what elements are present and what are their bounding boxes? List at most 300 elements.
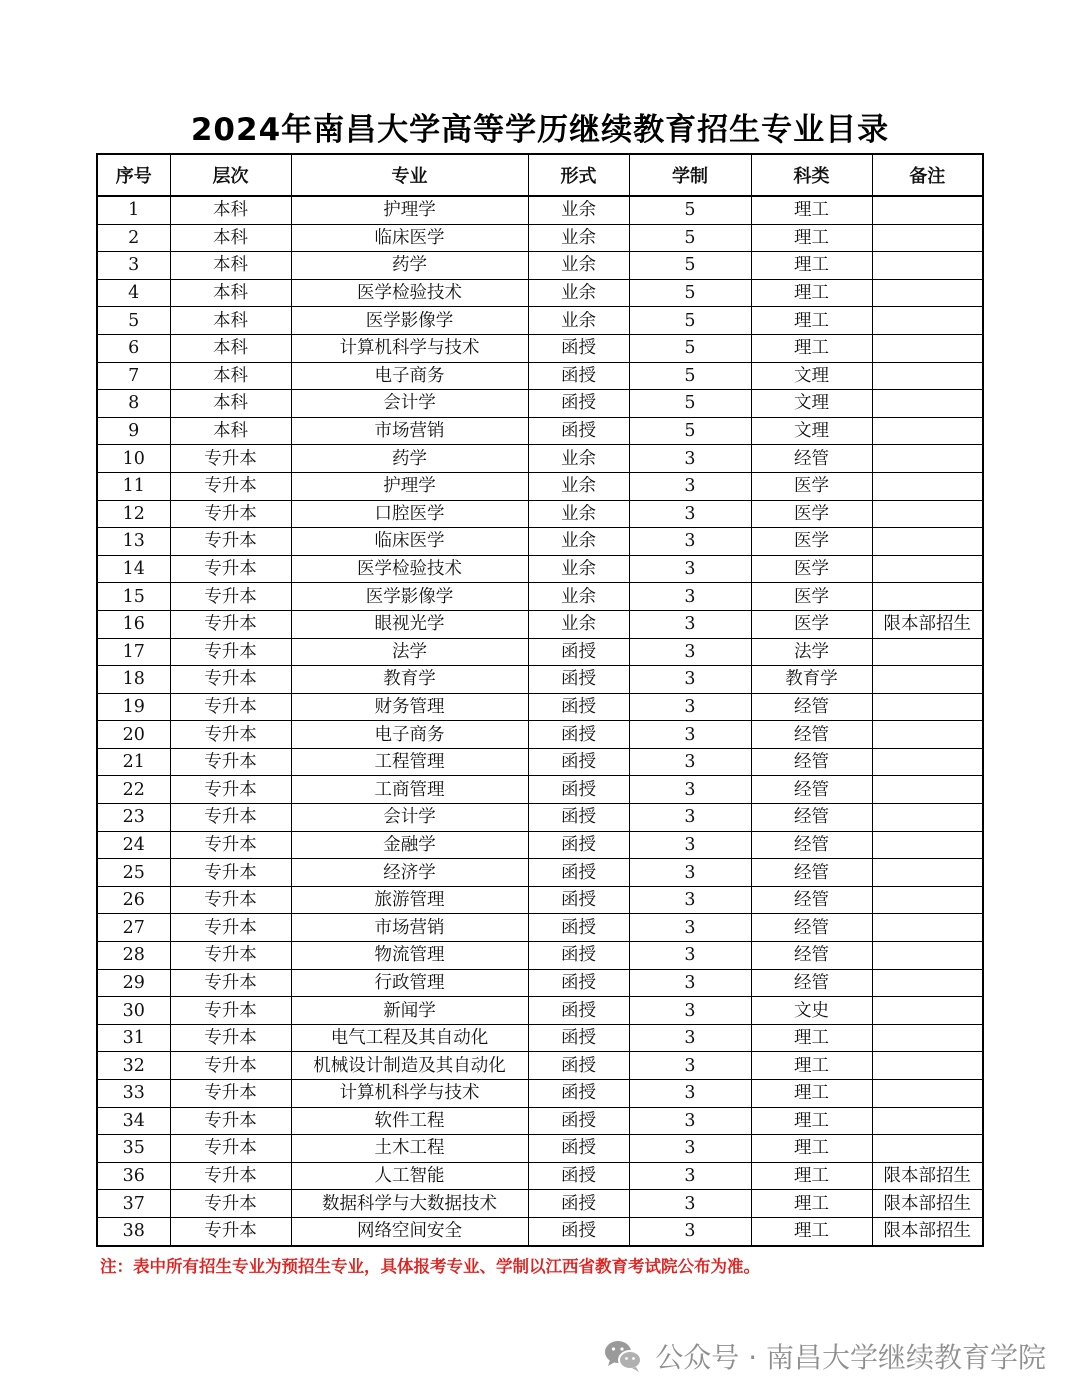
mode-cell: 函授: [528, 1080, 629, 1108]
duration-cell: 3: [629, 1162, 751, 1190]
table-row: [97, 583, 983, 611]
mode-cell: 业余: [528, 252, 629, 280]
index-cell: 19: [97, 693, 170, 721]
remark-cell: [872, 831, 983, 859]
table-row: [97, 472, 983, 500]
level-cell: 专升本: [170, 666, 291, 694]
major-cell: 电气工程及其自动化: [291, 1024, 528, 1052]
level-cell: 专升本: [170, 583, 291, 611]
header-level: 层次: [170, 154, 291, 196]
table-row: [97, 748, 983, 776]
index-cell: 7: [97, 362, 170, 390]
duration-cell: 3: [629, 1135, 751, 1163]
table-row: [97, 500, 983, 528]
mode-cell: 函授: [528, 886, 629, 914]
mode-cell: 函授: [528, 1024, 629, 1052]
mode-cell: 函授: [528, 1190, 629, 1218]
remark-cell: [872, 555, 983, 583]
mode-cell: 业余: [528, 500, 629, 528]
table-row: [97, 693, 983, 721]
major-cell: 临床医学: [291, 224, 528, 252]
duration-cell: 3: [629, 886, 751, 914]
table-row: [97, 445, 983, 473]
remark-cell: [872, 942, 983, 970]
major-catalog-table: [96, 153, 984, 1247]
table-row: [97, 969, 983, 997]
remark-cell: [872, 886, 983, 914]
category-cell: 经管: [751, 445, 872, 473]
table-row: [97, 252, 983, 280]
major-cell: 人工智能: [291, 1162, 528, 1190]
index-cell: 26: [97, 886, 170, 914]
duration-cell: 5: [629, 252, 751, 280]
remark-cell: [872, 224, 983, 252]
major-cell: 计算机科学与技术: [291, 334, 528, 362]
level-cell: 专升本: [170, 1190, 291, 1218]
duration-cell: 3: [629, 969, 751, 997]
duration-cell: 3: [629, 1107, 751, 1135]
mode-cell: 函授: [528, 638, 629, 666]
index-cell: 1: [97, 196, 170, 224]
level-cell: 专升本: [170, 1080, 291, 1108]
watermark: [603, 1336, 1046, 1376]
table-row: [97, 307, 983, 335]
index-cell: 32: [97, 1052, 170, 1080]
mode-cell: 业余: [528, 472, 629, 500]
level-cell: 专升本: [170, 638, 291, 666]
table-row: [97, 528, 983, 556]
major-cell: 旅游管理: [291, 886, 528, 914]
level-cell: 本科: [170, 390, 291, 418]
major-cell: 新闻学: [291, 997, 528, 1025]
category-cell: 经管: [751, 804, 872, 832]
index-cell: 36: [97, 1162, 170, 1190]
duration-cell: 3: [629, 666, 751, 694]
duration-cell: 3: [629, 583, 751, 611]
category-cell: 理工: [751, 1080, 872, 1108]
duration-cell: 3: [629, 638, 751, 666]
duration-cell: 3: [629, 748, 751, 776]
table-row: [97, 224, 983, 252]
remark-cell: [872, 776, 983, 804]
table-body: [97, 196, 983, 1246]
header-mode: 形式: [528, 154, 629, 196]
duration-cell: 5: [629, 196, 751, 224]
duration-cell: 3: [629, 472, 751, 500]
remark-cell: [872, 307, 983, 335]
category-cell: 医学: [751, 583, 872, 611]
category-cell: 法学: [751, 638, 872, 666]
category-cell: 经管: [751, 776, 872, 804]
duration-cell: 3: [629, 997, 751, 1025]
duration-cell: 3: [629, 528, 751, 556]
major-cell: 护理学: [291, 196, 528, 224]
remark-cell: [872, 252, 983, 280]
index-cell: 10: [97, 445, 170, 473]
remark-cell: 限本部招生: [872, 1162, 983, 1190]
mode-cell: 函授: [528, 1107, 629, 1135]
table-row: [97, 1190, 983, 1218]
table-row: [97, 390, 983, 418]
remark-cell: [872, 417, 983, 445]
index-cell: 3: [97, 252, 170, 280]
mode-cell: 函授: [528, 1217, 629, 1245]
index-cell: 6: [97, 334, 170, 362]
remark-cell: [872, 445, 983, 473]
remark-cell: [872, 279, 983, 307]
table-row: [97, 1024, 983, 1052]
level-cell: 专升本: [170, 1024, 291, 1052]
major-cell: 计算机科学与技术: [291, 1080, 528, 1108]
major-cell: 药学: [291, 445, 528, 473]
table-row: [97, 831, 983, 859]
remark-cell: 限本部招生: [872, 1190, 983, 1218]
major-cell: 市场营销: [291, 417, 528, 445]
remark-cell: [872, 804, 983, 832]
mode-cell: 业余: [528, 528, 629, 556]
category-cell: 理工: [751, 307, 872, 335]
mode-cell: 函授: [528, 334, 629, 362]
mode-cell: 函授: [528, 390, 629, 418]
category-cell: 经管: [751, 748, 872, 776]
table-row: [97, 1052, 983, 1080]
level-cell: 专升本: [170, 472, 291, 500]
category-cell: 文理: [751, 390, 872, 418]
category-cell: 理工: [751, 224, 872, 252]
level-cell: 专升本: [170, 942, 291, 970]
level-cell: 专升本: [170, 610, 291, 638]
mode-cell: 函授: [528, 942, 629, 970]
major-cell: 电子商务: [291, 362, 528, 390]
table-row: [97, 997, 983, 1025]
remark-cell: [872, 859, 983, 887]
footnote: 注：表中所有招生专业为预招生专业，具体报考专业、学制以江西省教育考试院公布为准。: [100, 1257, 760, 1276]
category-cell: 医学: [751, 555, 872, 583]
remark-cell: [872, 1080, 983, 1108]
level-cell: 专升本: [170, 500, 291, 528]
level-cell: 专升本: [170, 721, 291, 749]
major-cell: 工程管理: [291, 748, 528, 776]
level-cell: 专升本: [170, 776, 291, 804]
major-cell: 眼视光学: [291, 610, 528, 638]
major-cell: 医学影像学: [291, 307, 528, 335]
table-row: [97, 776, 983, 804]
category-cell: 理工: [751, 1190, 872, 1218]
mode-cell: 业余: [528, 279, 629, 307]
index-cell: 15: [97, 583, 170, 611]
major-cell: 药学: [291, 252, 528, 280]
mode-cell: 函授: [528, 831, 629, 859]
major-cell: 金融学: [291, 831, 528, 859]
remark-cell: [872, 196, 983, 224]
remark-cell: [872, 334, 983, 362]
table-row: [97, 886, 983, 914]
category-cell: 理工: [751, 1217, 872, 1245]
level-cell: 本科: [170, 334, 291, 362]
category-cell: 经管: [751, 831, 872, 859]
index-cell: 14: [97, 555, 170, 583]
duration-cell: 3: [629, 555, 751, 583]
duration-cell: 3: [629, 500, 751, 528]
category-cell: 医学: [751, 472, 872, 500]
index-cell: 11: [97, 472, 170, 500]
index-cell: 31: [97, 1024, 170, 1052]
major-cell: 教育学: [291, 666, 528, 694]
category-cell: 理工: [751, 1135, 872, 1163]
mode-cell: 业余: [528, 196, 629, 224]
level-cell: 专升本: [170, 859, 291, 887]
duration-cell: 5: [629, 334, 751, 362]
table-row: [97, 362, 983, 390]
index-cell: 29: [97, 969, 170, 997]
remark-cell: [872, 693, 983, 721]
level-cell: 专升本: [170, 804, 291, 832]
remark-cell: 限本部招生: [872, 1217, 983, 1245]
level-cell: 专升本: [170, 886, 291, 914]
mode-cell: 函授: [528, 666, 629, 694]
major-cell: 土木工程: [291, 1135, 528, 1163]
remark-cell: [872, 500, 983, 528]
category-cell: 经管: [751, 914, 872, 942]
duration-cell: 5: [629, 224, 751, 252]
mode-cell: 函授: [528, 693, 629, 721]
table-row: [97, 638, 983, 666]
duration-cell: 3: [629, 914, 751, 942]
duration-cell: 3: [629, 804, 751, 832]
duration-cell: 5: [629, 390, 751, 418]
duration-cell: 3: [629, 1024, 751, 1052]
table-row: [97, 1217, 983, 1245]
mode-cell: 函授: [528, 748, 629, 776]
major-cell: 口腔医学: [291, 500, 528, 528]
table-row: [97, 804, 983, 832]
table-row: [97, 942, 983, 970]
table-row: [97, 610, 983, 638]
mode-cell: 函授: [528, 1162, 629, 1190]
level-cell: 本科: [170, 417, 291, 445]
mode-cell: 业余: [528, 445, 629, 473]
level-cell: 本科: [170, 196, 291, 224]
watermark-text: 公众号 · 南昌大学继续教育学院: [655, 1341, 1046, 1374]
mode-cell: 业余: [528, 583, 629, 611]
mode-cell: 函授: [528, 1135, 629, 1163]
major-cell: 会计学: [291, 390, 528, 418]
major-cell: 护理学: [291, 472, 528, 500]
level-cell: 专升本: [170, 1107, 291, 1135]
table-row: [97, 555, 983, 583]
index-cell: 8: [97, 390, 170, 418]
remark-cell: [872, 1052, 983, 1080]
remark-cell: [872, 721, 983, 749]
index-cell: 5: [97, 307, 170, 335]
category-cell: 经管: [751, 721, 872, 749]
duration-cell: 3: [629, 1052, 751, 1080]
mode-cell: 函授: [528, 804, 629, 832]
category-cell: 医学: [751, 528, 872, 556]
level-cell: 专升本: [170, 969, 291, 997]
category-cell: 理工: [751, 279, 872, 307]
header-index: 序号: [97, 154, 170, 196]
index-cell: 28: [97, 942, 170, 970]
remark-cell: [872, 969, 983, 997]
level-cell: 专升本: [170, 748, 291, 776]
duration-cell: 3: [629, 1217, 751, 1245]
duration-cell: 3: [629, 610, 751, 638]
remark-cell: [872, 1024, 983, 1052]
major-cell: 财务管理: [291, 693, 528, 721]
index-cell: 17: [97, 638, 170, 666]
table-row: [97, 914, 983, 942]
category-cell: 理工: [751, 196, 872, 224]
header-duration: 学制: [629, 154, 751, 196]
index-cell: 30: [97, 997, 170, 1025]
category-cell: 经管: [751, 693, 872, 721]
major-cell: 医学影像学: [291, 583, 528, 611]
index-cell: 4: [97, 279, 170, 307]
level-cell: 专升本: [170, 555, 291, 583]
wechat-icon: [603, 1339, 643, 1373]
duration-cell: 3: [629, 1190, 751, 1218]
index-cell: 20: [97, 721, 170, 749]
level-cell: 专升本: [170, 1052, 291, 1080]
major-cell: 经济学: [291, 859, 528, 887]
category-cell: 经管: [751, 886, 872, 914]
table-row: [97, 721, 983, 749]
duration-cell: 5: [629, 307, 751, 335]
level-cell: 专升本: [170, 831, 291, 859]
header-remark: 备注: [872, 154, 983, 196]
major-cell: 数据科学与大数据技术: [291, 1190, 528, 1218]
index-cell: 13: [97, 528, 170, 556]
remark-cell: [872, 748, 983, 776]
header-category: 科类: [751, 154, 872, 196]
index-cell: 38: [97, 1217, 170, 1245]
remark-cell: [872, 997, 983, 1025]
mode-cell: 函授: [528, 776, 629, 804]
mode-cell: 函授: [528, 417, 629, 445]
category-cell: 理工: [751, 252, 872, 280]
mode-cell: 业余: [528, 555, 629, 583]
table-row: [97, 1135, 983, 1163]
major-cell: 临床医学: [291, 528, 528, 556]
category-cell: 文史: [751, 997, 872, 1025]
duration-cell: 3: [629, 693, 751, 721]
index-cell: 27: [97, 914, 170, 942]
category-cell: 医学: [751, 500, 872, 528]
level-cell: 本科: [170, 252, 291, 280]
major-cell: 电子商务: [291, 721, 528, 749]
major-cell: 软件工程: [291, 1107, 528, 1135]
remark-cell: [872, 1135, 983, 1163]
duration-cell: 3: [629, 1080, 751, 1108]
page-title: 2024年南昌大学高等学历继续教育招生专业目录: [190, 112, 890, 148]
remark-cell: [872, 638, 983, 666]
level-cell: 专升本: [170, 1135, 291, 1163]
category-cell: 经管: [751, 942, 872, 970]
index-cell: 9: [97, 417, 170, 445]
duration-cell: 3: [629, 445, 751, 473]
category-cell: 理工: [751, 1024, 872, 1052]
major-cell: 工商管理: [291, 776, 528, 804]
table-row: [97, 334, 983, 362]
table-header-row: [97, 154, 983, 196]
index-cell: 21: [97, 748, 170, 776]
duration-cell: 3: [629, 859, 751, 887]
index-cell: 33: [97, 1080, 170, 1108]
duration-cell: 3: [629, 942, 751, 970]
remark-cell: [872, 362, 983, 390]
index-cell: 35: [97, 1135, 170, 1163]
remark-cell: [872, 666, 983, 694]
category-cell: 理工: [751, 1052, 872, 1080]
category-cell: 理工: [751, 1107, 872, 1135]
remark-cell: [872, 472, 983, 500]
remark-cell: [872, 583, 983, 611]
category-cell: 理工: [751, 1162, 872, 1190]
duration-cell: 3: [629, 721, 751, 749]
table-row: [97, 859, 983, 887]
index-cell: 25: [97, 859, 170, 887]
remark-cell: 限本部招生: [872, 610, 983, 638]
table-row: [97, 1107, 983, 1135]
index-cell: 18: [97, 666, 170, 694]
table-row: [97, 1080, 983, 1108]
major-cell: 市场营销: [291, 914, 528, 942]
index-cell: 23: [97, 804, 170, 832]
remark-cell: [872, 390, 983, 418]
major-cell: 医学检验技术: [291, 279, 528, 307]
category-cell: 教育学: [751, 666, 872, 694]
duration-cell: 5: [629, 362, 751, 390]
table-row: [97, 417, 983, 445]
level-cell: 专升本: [170, 997, 291, 1025]
index-cell: 37: [97, 1190, 170, 1218]
mode-cell: 函授: [528, 1052, 629, 1080]
remark-cell: [872, 1107, 983, 1135]
major-cell: 网络空间安全: [291, 1217, 528, 1245]
duration-cell: 5: [629, 279, 751, 307]
level-cell: 本科: [170, 307, 291, 335]
mode-cell: 函授: [528, 721, 629, 749]
table-row: [97, 1162, 983, 1190]
mode-cell: 函授: [528, 859, 629, 887]
mode-cell: 函授: [528, 969, 629, 997]
major-cell: 物流管理: [291, 942, 528, 970]
index-cell: 12: [97, 500, 170, 528]
category-cell: 医学: [751, 610, 872, 638]
level-cell: 专升本: [170, 445, 291, 473]
mode-cell: 函授: [528, 362, 629, 390]
mode-cell: 业余: [528, 307, 629, 335]
level-cell: 专升本: [170, 528, 291, 556]
index-cell: 24: [97, 831, 170, 859]
table-row: [97, 279, 983, 307]
level-cell: 本科: [170, 279, 291, 307]
duration-cell: 5: [629, 417, 751, 445]
index-cell: 16: [97, 610, 170, 638]
mode-cell: 函授: [528, 997, 629, 1025]
level-cell: 本科: [170, 224, 291, 252]
remark-cell: [872, 914, 983, 942]
major-cell: 机械设计制造及其自动化: [291, 1052, 528, 1080]
table-row: [97, 666, 983, 694]
table-row: [97, 196, 983, 224]
mode-cell: 业余: [528, 224, 629, 252]
duration-cell: 3: [629, 776, 751, 804]
major-cell: 会计学: [291, 804, 528, 832]
level-cell: 专升本: [170, 1162, 291, 1190]
category-cell: 经管: [751, 859, 872, 887]
